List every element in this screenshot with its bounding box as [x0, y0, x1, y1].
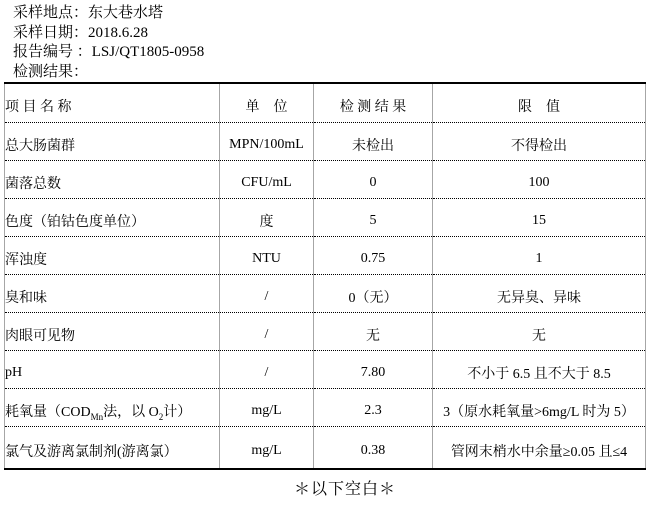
- item-name-cell: 总大肠菌群: [5, 122, 220, 160]
- unit-cell: /: [220, 274, 314, 312]
- item-name-cell: 浑浊度: [5, 236, 220, 274]
- table-row: [5, 122, 646, 160]
- results-label: 检测结果：: [13, 63, 89, 80]
- table-header-row: [5, 83, 646, 122]
- column-header-result: 检 测 结 果: [314, 83, 433, 122]
- limit-cell: 15: [433, 198, 646, 236]
- unit-cell: /: [220, 312, 314, 350]
- result-cell: 5: [314, 198, 433, 236]
- result-cell: 0.38: [314, 426, 433, 469]
- result-cell: 0: [314, 160, 433, 198]
- item-name-cell: pH: [5, 350, 220, 388]
- item-name-cell: 臭和味: [5, 274, 220, 312]
- table-row: [5, 350, 646, 388]
- unit-cell: mg/L: [220, 388, 314, 426]
- result-cell: 无: [314, 312, 433, 350]
- table-row: [5, 160, 646, 198]
- unit-cell: /: [220, 350, 314, 388]
- report-header: [13, 4, 204, 82]
- table-row: [5, 426, 646, 469]
- sampling-date: 采样日期：2018.6.28: [13, 24, 149, 41]
- result-cell: 0.75: [314, 236, 433, 274]
- limit-cell: 不小于 6.5 且不大于 8.5: [433, 350, 646, 388]
- table-row: [5, 388, 646, 426]
- below-blank-note: ＊以下空白＊: [293, 481, 396, 498]
- limit-cell: 管网末梢水中余量≥0.05 且≤4: [433, 426, 646, 469]
- table-row: [5, 236, 646, 274]
- column-header-limit: 限 值: [433, 83, 646, 122]
- limit-cell: 无异臭、异味: [433, 274, 646, 312]
- result-cell: 7.80: [314, 350, 433, 388]
- result-cell: 2.3: [314, 388, 433, 426]
- item-name-cell: 耗氧量（$COD_{Mn}$法，以 $O_2$计）: [5, 388, 220, 426]
- unit-cell: NTU: [220, 236, 314, 274]
- unit-cell: MPN/100mL: [220, 122, 314, 160]
- item-name-cell: 氯气及游离氯制剂(游离氯）: [5, 444, 178, 460]
- unit-cell: mg/L: [220, 426, 314, 469]
- table-row: [5, 274, 646, 312]
- table-body: [5, 122, 646, 469]
- limit-cell: 3（原水耗氧量>6mg/L 时为 5）: [433, 388, 646, 426]
- limit-cell: 1: [433, 236, 646, 274]
- test-results-table: [4, 82, 646, 470]
- limit-cell: 无: [433, 312, 646, 350]
- result-cell: 0（无）: [314, 274, 433, 312]
- unit-cell: 度: [220, 198, 314, 236]
- item-name-cell: 菌落总数: [5, 160, 220, 198]
- column-header-item: 项 目 名 称: [5, 83, 220, 122]
- table-header: [5, 83, 646, 122]
- table-row: [5, 312, 646, 350]
- sampling-location: 采样地点：东大巷水塔: [13, 5, 164, 21]
- unit-cell: CFU/mL: [220, 160, 314, 198]
- limit-cell: 100: [433, 160, 646, 198]
- limit-cell: 不得检出: [433, 122, 646, 160]
- column-header-unit: 单 位: [220, 83, 314, 122]
- table-row: [5, 198, 646, 236]
- report-number: 报告编号 ：LSJ/QT1805-0958: [13, 44, 205, 60]
- result-cell: 未检出: [314, 122, 433, 160]
- item-name-cell: 肉眼可见物: [5, 312, 220, 350]
- item-name-cell: 色度（铂钴色度单位）: [5, 198, 220, 236]
